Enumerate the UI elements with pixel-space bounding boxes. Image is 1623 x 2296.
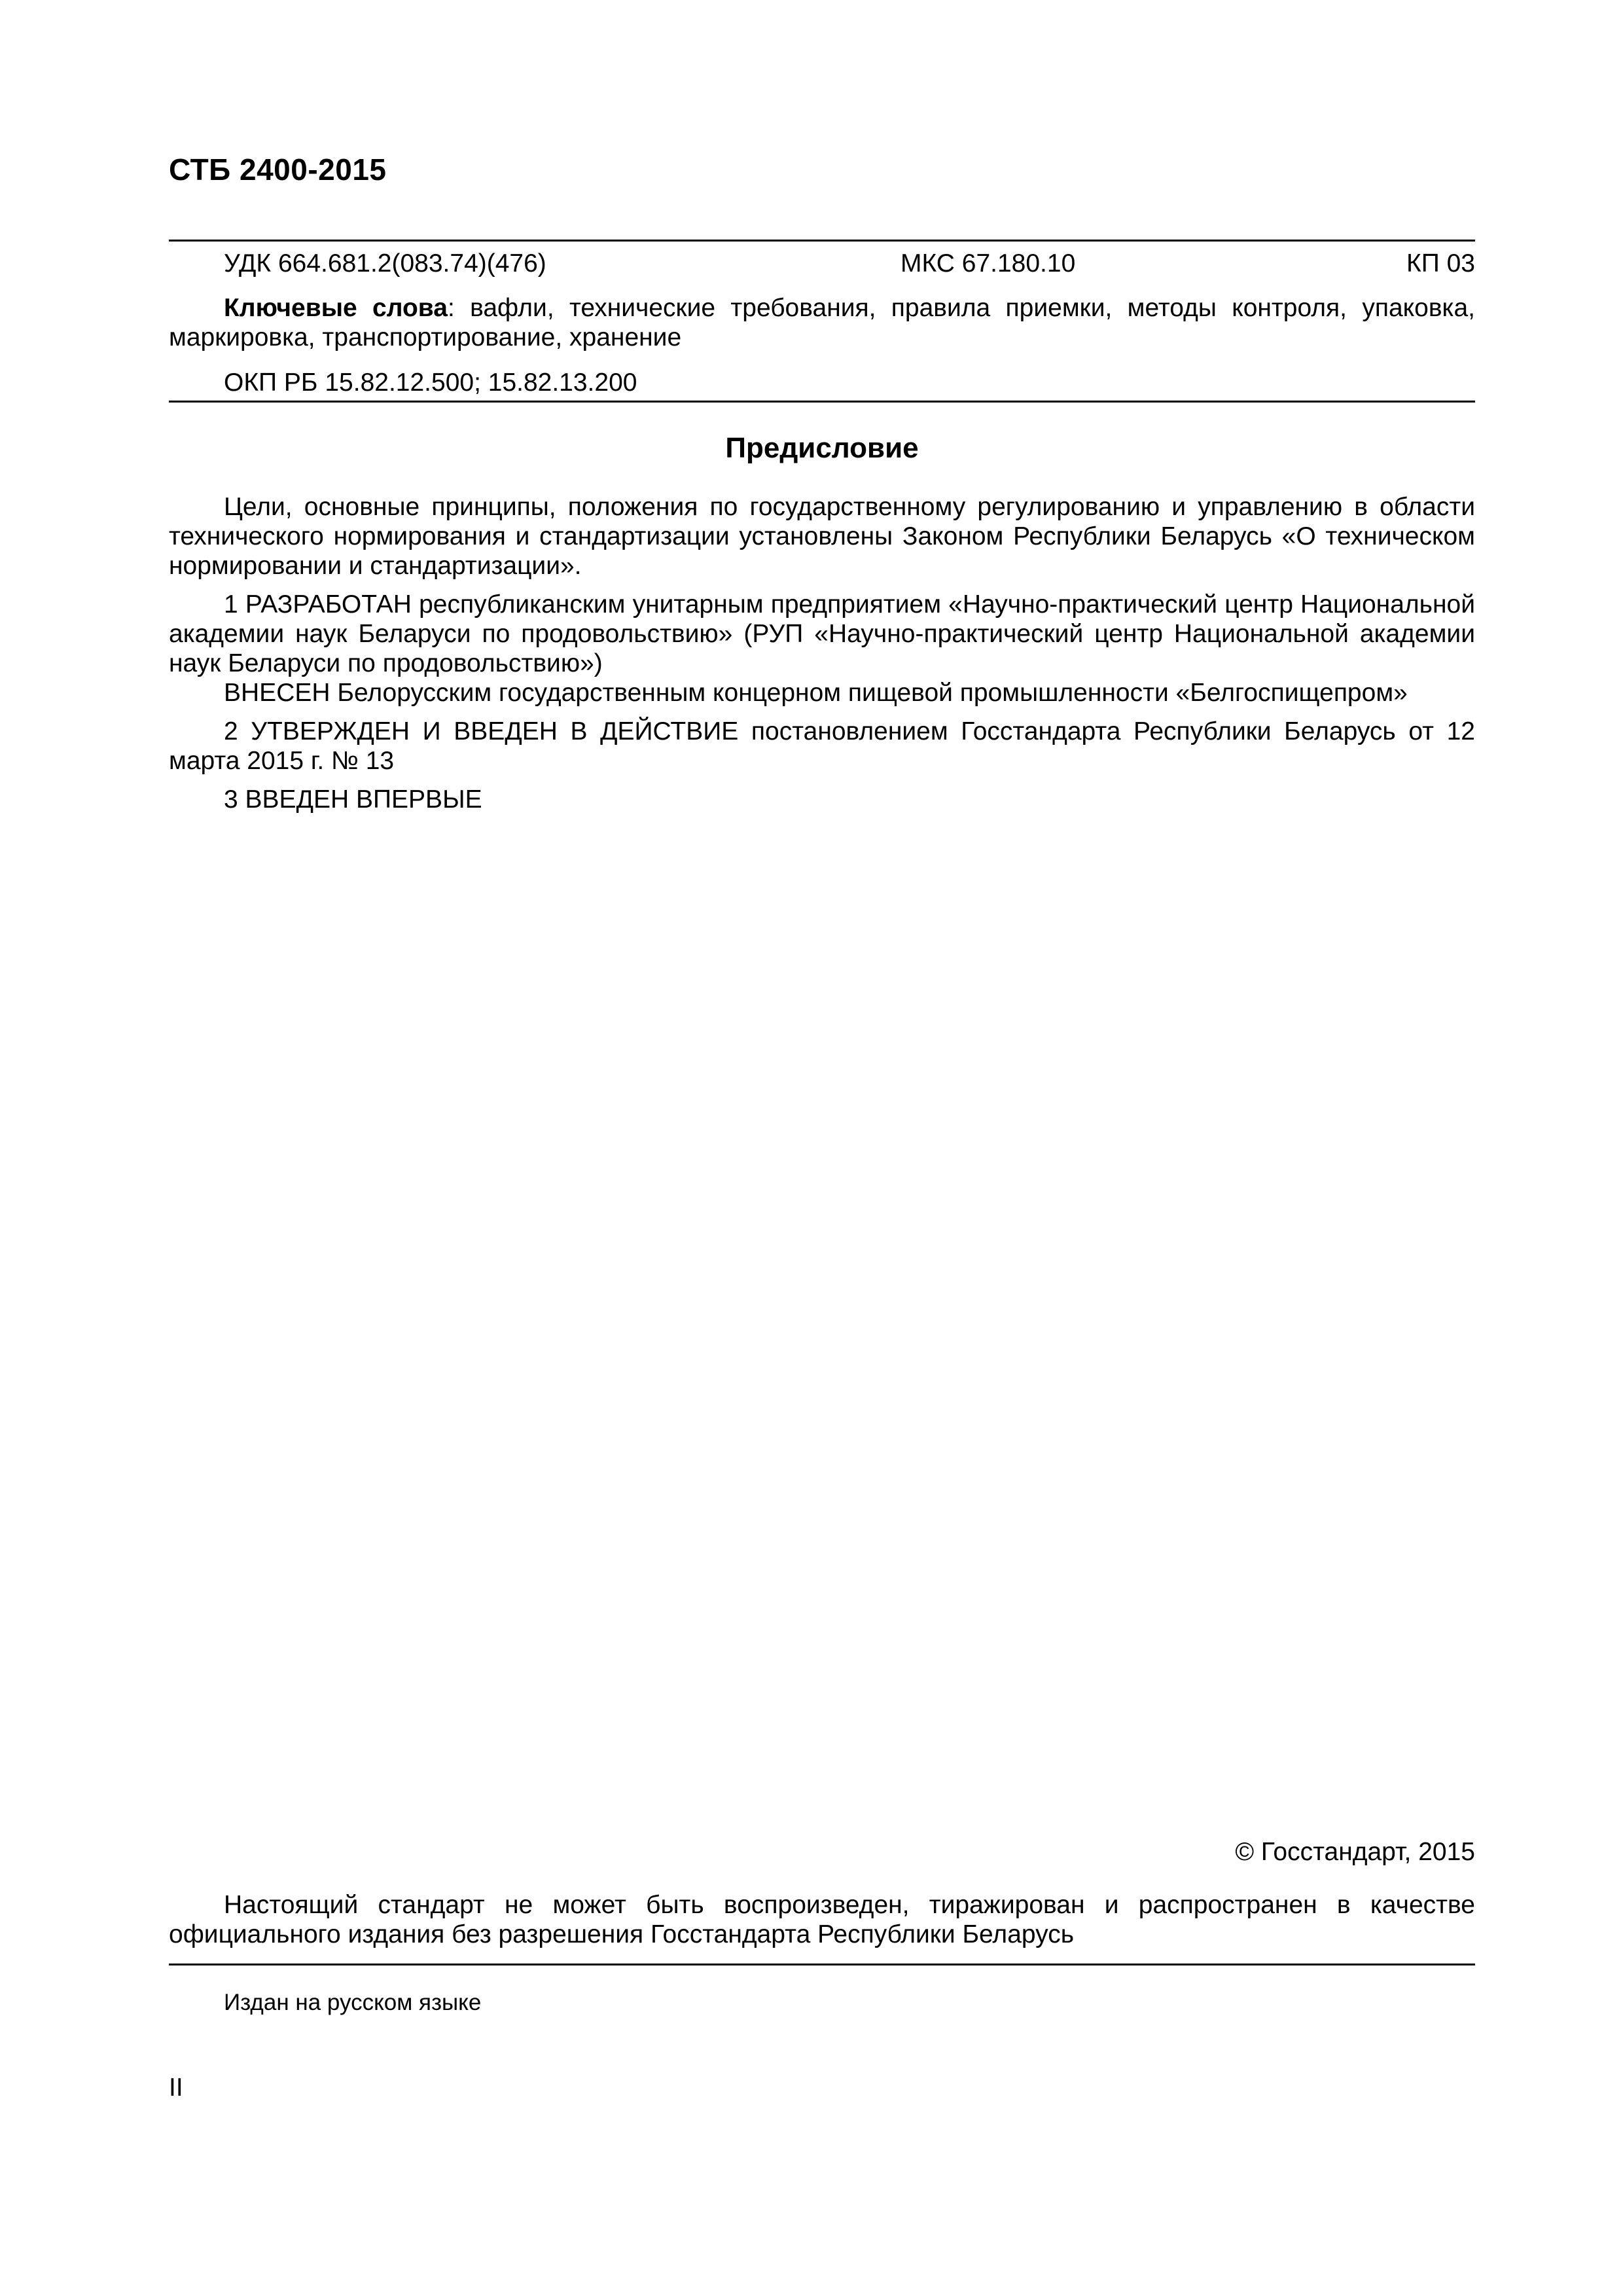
document-code: СТБ 2400-2015 xyxy=(169,152,387,187)
copyright: © Госстандарт, 2015 xyxy=(1235,1838,1475,1866)
udk-code: УДК 664.681.2(083.74)(476) xyxy=(224,249,546,278)
publication-language: Издан на русском языке xyxy=(224,1990,482,2015)
keywords xyxy=(169,293,1475,352)
keywords-text: : вафли, технические требования, правила приемки, методы контроля, упаковка, маркировка, транспортирование, хранение xyxy=(169,294,1475,351)
bottom-divider xyxy=(169,401,1475,403)
okp-code: ОКП РБ 15.82.12.500; 15.82.13.200 xyxy=(224,368,637,397)
mks-code: МКС 67.180.10 xyxy=(901,249,1076,278)
preface-item-1-introduced: ВНЕСЕН Белорусским государственным концерном пищевой промышленности «Белгоспищепром» xyxy=(224,679,1408,707)
preface-intro: Цели, основные принципы, положения по государственному регулированию и управлению в области технического нормирования и стандартизации установлены Законом Республики Беларусь «О техническом нормировании и стандартизации». xyxy=(169,493,1475,580)
preface-item-1: 1 РАЗРАБОТАН республиканским унитарным предприятием «Научно-практический центр Национальной академии наук Беларуси по продовольствию» (РУП «Научно-практический центр Национальной академии наук Беларуси по продовольствию») xyxy=(169,590,1475,677)
preface-item-3: 3 ВВЕДЕН ВПЕРВЫЕ xyxy=(224,785,482,814)
page-number: II xyxy=(169,2073,183,2102)
top-divider xyxy=(169,240,1475,242)
keywords-label: Ключевые слова xyxy=(224,294,448,322)
kp-code: КП 03 xyxy=(1406,249,1475,278)
reproduction-notice: Настоящий стандарт не может быть воспроизведен, тиражирован и распространен в качестве официального издания без разрешения Госстандарта Республики Беларусь xyxy=(169,1891,1475,1948)
footer-divider xyxy=(169,1964,1475,1965)
preface-title: Предисловие xyxy=(725,432,919,464)
preface-body xyxy=(169,492,1475,814)
preface-item-2: 2 УТВЕРЖДЕН И ВВЕДЕН В ДЕЙСТВИЕ постановлением Госстандарта Республики Беларусь от 12 марта 2015 г. № 13 xyxy=(169,717,1475,775)
